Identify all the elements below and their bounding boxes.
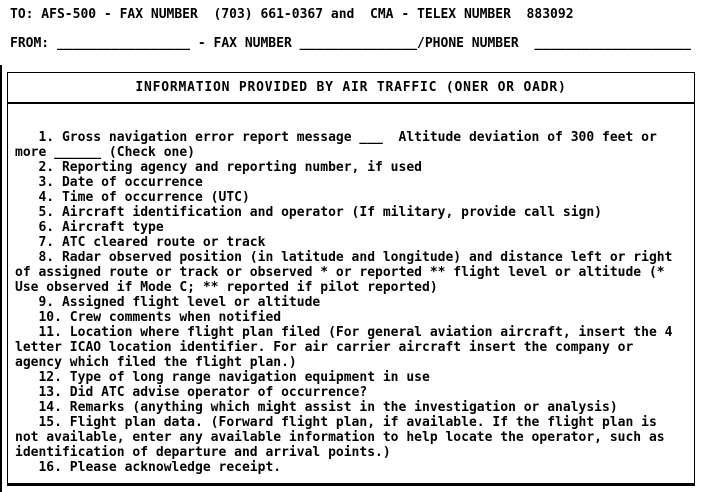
info-box-title: INFORMATION PROVIDED BY AIR TRAFFIC (ONER OR OADR) xyxy=(135,80,567,95)
phone-number-label: /PHONE NUMBER xyxy=(417,36,535,51)
page-scan-edge-artifact xyxy=(0,65,2,492)
form-line: 2. Reporting agency and reporting number, if used xyxy=(15,160,422,175)
form-line: 16. Please acknowledge receipt. xyxy=(15,460,282,475)
fax-number-label: - FAX NUMBER xyxy=(190,36,300,51)
info-box-title-bar xyxy=(8,73,694,104)
info-box-body xyxy=(8,104,694,475)
form-line: letter ICAO location identifier. For air carrier aircraft insert the company or xyxy=(15,340,634,355)
form-line: 4. Time of occurrence (UTC) xyxy=(15,190,250,205)
fax-number-blank: _______________ xyxy=(299,36,418,51)
form-line: 14. Remarks (anything which might assist in the investigation or analysis) xyxy=(15,400,618,415)
form-line: 5. Aircraft identification and operator (If military, provide call sign) xyxy=(15,205,602,220)
phone-number-blank: ____________________ xyxy=(534,36,691,51)
form-line: more ______ (Check one) xyxy=(15,145,196,160)
form-line: 15. Flight plan data. (Forward flight plan, if available. If the flight plan is xyxy=(15,415,657,430)
form-line: agency which filed the flight plan.) xyxy=(15,355,297,370)
form-line: Use observed if Mode C; ** reported if pilot reported) xyxy=(15,280,438,295)
form-line: not available, enter any available information to help locate the operator, such as xyxy=(15,430,665,445)
form-line: 11. Location where flight plan filed (For general aviation aircraft, insert the 4 xyxy=(15,325,673,340)
from-name-blank: _________________ xyxy=(56,36,191,51)
form-line: 1. Gross navigation error report message ___ Altitude deviation of 300 feet or xyxy=(15,130,657,145)
form-line: 3. Date of occurrence xyxy=(15,175,203,190)
form-line: 8. Radar observed position (in latitude and longitude) and distance left or right xyxy=(15,250,673,265)
form-line: 13. Did ATC advise operator of occurrence? xyxy=(15,385,368,400)
form-line: 10. Crew comments when notified xyxy=(15,310,282,325)
form-line: of assigned route or track or observed * or reported ** flight level or altitude (* xyxy=(15,265,665,280)
to-line: TO: AFS-500 - FAX NUMBER (703) 661-0367 and CMA - TELEX NUMBER 883092 xyxy=(10,7,574,22)
form-line: 9. Assigned flight level or altitude xyxy=(15,295,321,310)
from-label: FROM: xyxy=(10,36,57,51)
form-line: 12. Type of long range navigation equipment in use xyxy=(15,370,430,385)
form-line: 6. Aircraft type xyxy=(15,220,164,235)
form-line: 7. ATC cleared route or track xyxy=(15,235,266,250)
from-line xyxy=(10,36,691,51)
info-box xyxy=(7,72,695,486)
form-line: identification of departure and arrival points.) xyxy=(15,445,391,460)
